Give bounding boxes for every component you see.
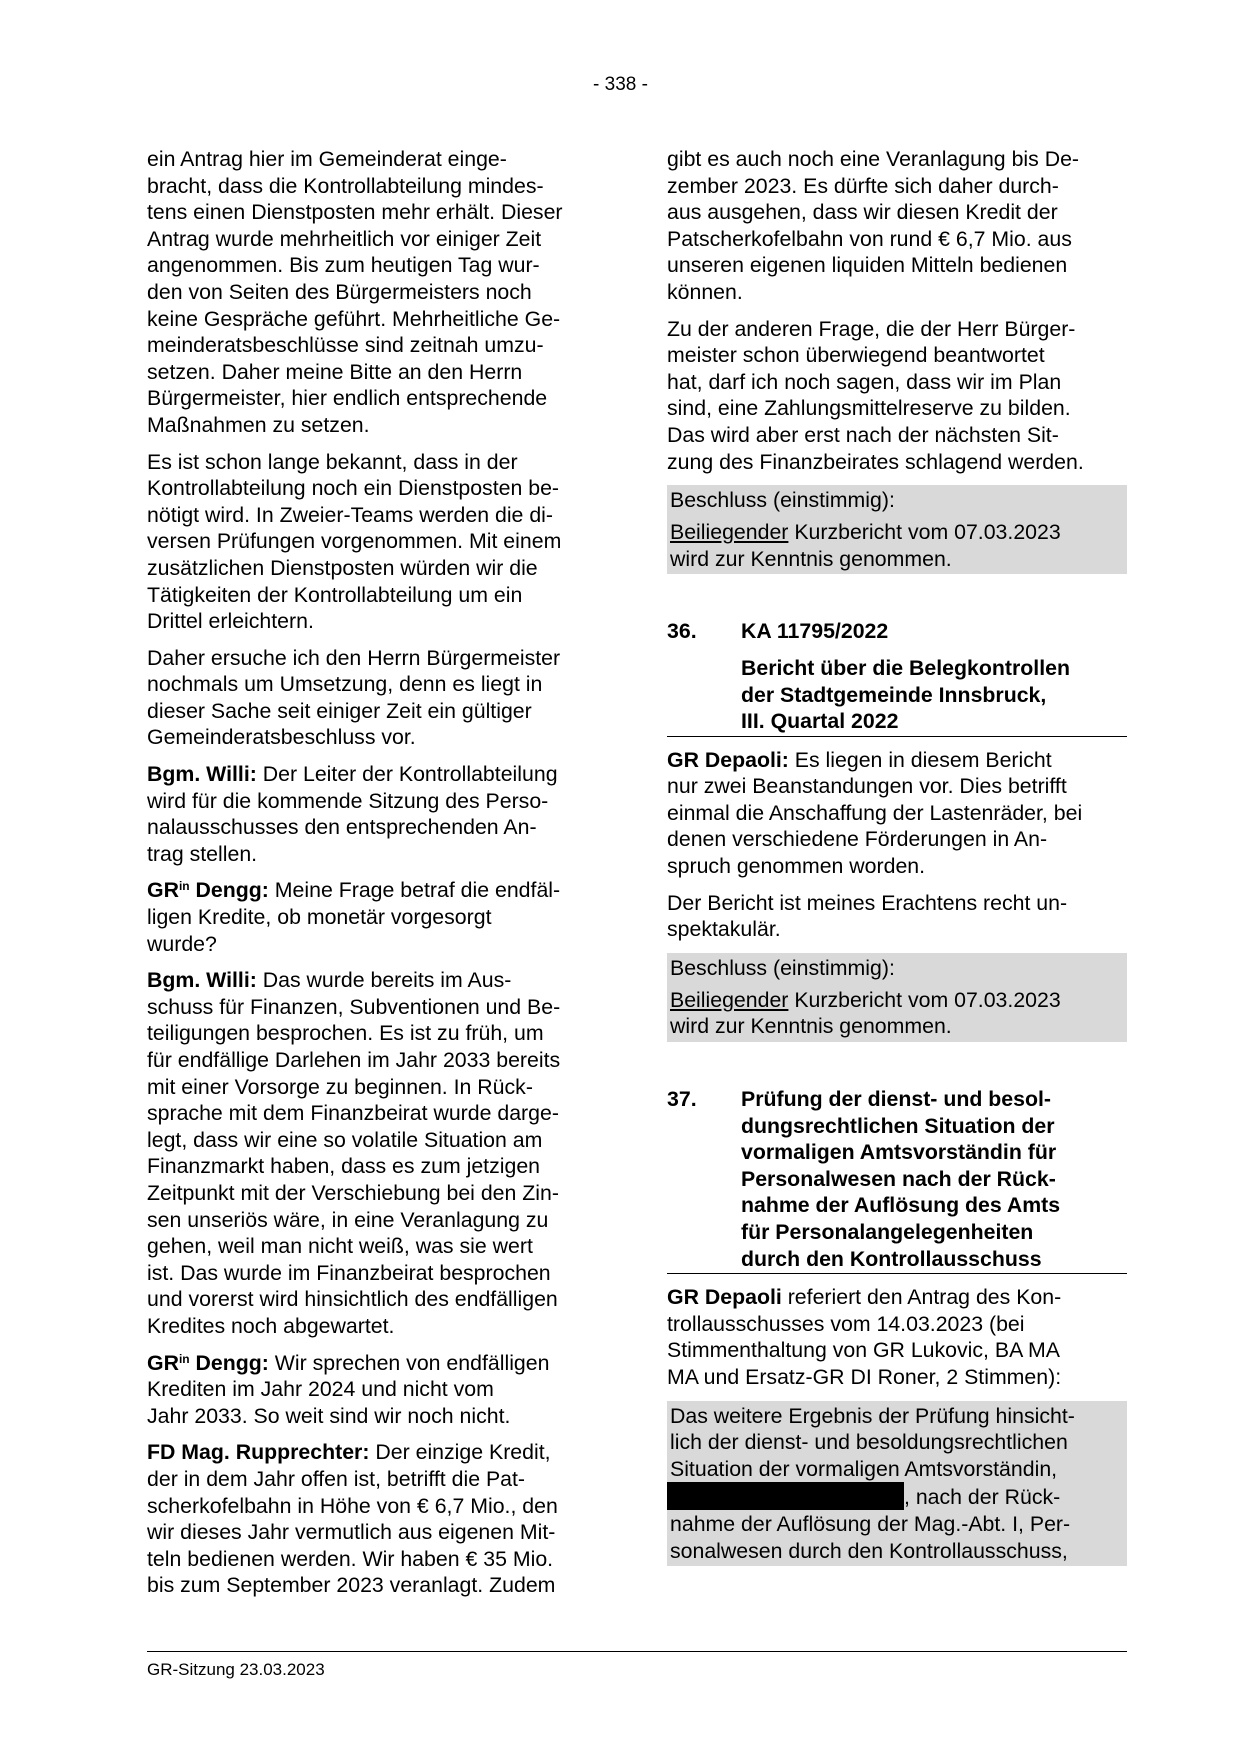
page-number: - 338 -	[593, 74, 648, 95]
text-line: versen Prüfungen vorgenommen. Mit einem	[147, 529, 562, 554]
text-line: spruch genommen worden.	[667, 854, 926, 879]
item-title	[667, 1086, 1127, 1274]
text-line: der in dem Jahr offen ist, betrifft die Pat-	[147, 1466, 526, 1491]
text-line: Patscherkofelbahn von rund € 6,7 Mio. aus	[667, 226, 1072, 251]
text-line: angenommen. Bis zum heutigen Tag wur-	[147, 253, 540, 278]
text-line: dungsrechtlichen Situation der	[741, 1113, 1055, 1138]
text-line: Krediten im Jahr 2024 und nicht vom	[147, 1377, 494, 1402]
text-line: nalausschusses den entsprechenden An-	[147, 815, 537, 840]
speaker-name: FD Mag. Rupprechter:	[147, 1440, 370, 1465]
text-line: Maßnahmen zu setzen.	[147, 412, 370, 437]
text-line: Situation der vormaligen Amtsvorständin,	[670, 1456, 1058, 1481]
paragraph	[147, 645, 602, 751]
text-line: nochmals um Umsetzung, denn es liegt in	[147, 672, 543, 697]
text-line: scherkofelbahn in Höhe von € 6,7 Mio., den	[147, 1493, 558, 1518]
text-line: Kredites noch abgewartet.	[147, 1313, 395, 1338]
text-line: zung des Finanzbeirates schlagend werden.	[667, 449, 1084, 474]
item-number: 36.	[667, 619, 697, 644]
text-line: gehen, weil man nicht weiß, was sie wert	[147, 1234, 533, 1259]
speech-fd-rupprechter: FD Mag. Rupprechter: Der einzige Kredit, der in dem Jahr offen ist, betrifft die Pat- scherkofelbahn in Höhe von € 6,7 Mio., den wir dieses Jahr vermutlich aus eigenen Mit- teln bedienen werden. Wir haben € 35 Mio. bis zum September 2023 veranlagt. Zudem	[147, 1439, 602, 1599]
text-line: ligen Kredite, ob monetär vorgesorgt	[147, 905, 492, 930]
resolution-text: Beiliegender Kurzbericht vom 07.03.2023 wird zur Kenntnis genommen.	[667, 985, 1127, 1042]
footer-rule	[147, 1651, 1127, 1652]
speech-bgm-willi: Bgm. Willi: Der Leiter der Kontrollabteilung wird für die kommende Sitzung des Perso- nalausschusses den entsprechenden An- trag stellen.	[147, 761, 602, 867]
text-line: tens einen Dienstposten mehr erhält. Dieser	[147, 200, 563, 225]
paragraph	[667, 146, 1127, 306]
speaker-name: GR Depaoli	[667, 1285, 782, 1310]
resolution-box	[667, 953, 1127, 1042]
text-line: MA und Ersatz-GR DI Roner, 2 Stimmen):	[667, 1364, 1062, 1389]
text-line: ist. Das wurde im Finanzbeirat besprochen	[147, 1260, 551, 1285]
text-line: legt, dass wir eine so volatile Situation am	[147, 1127, 543, 1152]
text-line: nur zwei Beanstandungen vor. Dies betrifft	[667, 774, 1067, 799]
text-line: aus ausgehen, dass wir diesen Kredit der	[667, 200, 1058, 225]
speech-gr-dengg: $GR^{in}$ Dengg: Meine Frage betraf die endfäl- ligen Kredite, ob monetär vorgesorgt wurde?	[147, 877, 602, 957]
resolution-box	[667, 485, 1127, 574]
text-line: ein Antrag hier im Gemeinderat einge-	[147, 147, 507, 171]
text-line: und vorerst wird hinsichtlich des endfälligen	[147, 1287, 558, 1312]
text-line: sprache mit dem Finanzbeirat wurde darge-	[147, 1101, 559, 1126]
text-line: Bürgermeister, hier endlich entsprechende	[147, 386, 548, 411]
speech-gr-depaoli: GR Depaoli: Es liegen in diesem Bericht nur zwei Beanstandungen vor. Dies betrifft einmal die Anschaffung der Lastenräder, bei denen verschiedene Förderungen in An- spruch genommen worden.	[667, 747, 1127, 880]
text-line: können.	[667, 279, 743, 304]
resolution-header: Beschluss (einstimmig):	[667, 485, 1127, 517]
text-line: Finanzmarkt haben, dass es zum jetzigen	[147, 1154, 541, 1179]
paragraph	[667, 316, 1127, 476]
redaction-bar	[667, 1482, 904, 1510]
text-line: nahme der Auflösung der Mag.-Abt. I, Per-	[670, 1511, 1071, 1536]
speaker-name: GR Depaoli:	[667, 747, 789, 772]
paragraph	[147, 146, 602, 439]
speaker-name: $GR^{in}$ Dengg:	[147, 878, 269, 903]
text-line: schuss für Finanzen, Subventionen und Be-	[147, 994, 561, 1019]
paragraph	[147, 449, 602, 635]
text-line: Jahr 2033. So weit sind wir noch nicht.	[147, 1403, 511, 1428]
text-line: Es ist schon lange bekannt, dass in der	[147, 449, 518, 474]
text-line: teiligungen besprochen. Es ist zu früh, um	[147, 1021, 544, 1046]
text-line: wurde?	[147, 931, 217, 956]
text-line: für Personalangelegenheiten	[741, 1220, 1034, 1244]
speech-bgm-willi: Bgm. Willi: Das wurde bereits im Aus- schuss für Finanzen, Subventionen und Be- teiligungen besprochen. Es ist zu früh, um für endfällige Darlehen im Jahr 2033 bereits mit einer Vorsorge zu beginnen. In Rück- sprache mit dem Finanzbeirat wurde darge- legt, dass wir eine so volatile Situation am Finanzmarkt haben, dass es zum jetzigen Zeitpunkt mit der Verschiebung bei den Zin- sen unseriös wäre, in eine Veranlagung zu gehen, weil man nicht weiß, was sie wert ist. Das wurde im Finanzbeirat besprochen und vorerst wird hinsichtlich des endfälligen Kredites noch abgewartet.	[147, 967, 602, 1339]
text-line: meister schon überwiegend beantwortet	[667, 343, 1045, 368]
speech-gr-depaoli: GR Depaoli referiert den Antrag des Kon- trollausschusses vom 14.03.2023 (bei Stimmenthaltung von GR Lukovic, BA MA MA und Ersatz-GR DI Roner, 2 Stimmen):	[667, 1284, 1127, 1390]
item-code: KA 11795/2022	[741, 619, 889, 644]
resolution-text: Beiliegender Kurzbericht vom 07.03.2023 wird zur Kenntnis genommen.	[667, 517, 1127, 574]
text-line: durch den Kontrollausschuss	[741, 1246, 1042, 1271]
motion-text-box: Das weitere Ergebnis der Prüfung hinsicht- lich der dienst- und besoldungsrechtlichen Situation der vormaligen Amtsvorständin, , nach der Rück- nahme der Auflösung der Mag.-Abt. I, Per- sonalwesen durch den Kontrollausschuss,	[667, 1401, 1127, 1567]
text-line: Das weitere Ergebnis der Prüfung hinsicht-	[670, 1403, 1075, 1428]
text-line: denen verschiedene Förderungen in An-	[667, 827, 1048, 852]
text-line: vormaligen Amtsvorständin für	[741, 1140, 1057, 1165]
item-title	[667, 655, 1127, 737]
text-line: nahme der Auflösung des Amts	[741, 1193, 1061, 1218]
speaker-name: Bgm. Willi:	[147, 968, 257, 993]
text-line: wird für die kommende Sitzung des Perso-	[147, 788, 549, 813]
text-line: zusätzlichen Dienstposten würden wir die	[147, 555, 538, 580]
text-line: teln bedienen werden. Wir haben € 35 Mio.	[147, 1546, 554, 1571]
text-line: meinderatsbeschlüsse sind zeitnah umzu-	[147, 333, 544, 358]
text-line: setzen. Daher meine Bitte an den Herrn	[147, 359, 523, 384]
text-line: Zeitpunkt mit der Verschiebung bei den Zin-	[147, 1180, 559, 1205]
text-line: einmal die Anschaffung der Lastenräder, bei	[667, 800, 1083, 825]
text-line: trollausschusses vom 14.03.2023 (bei	[667, 1311, 1025, 1336]
text-line: gibt es auch noch eine Veranlagung bis De-	[667, 147, 1080, 171]
speech-gr-dengg: $GR^{in}$ Dengg: Wir sprechen von endfälligen Krediten im Jahr 2024 und nicht vom Jahr 2033. So weit sind wir noch nicht.	[147, 1350, 602, 1430]
text-line: den von Seiten des Bürgermeisters noch	[147, 279, 532, 304]
item-number: 37.	[667, 1087, 697, 1112]
text-line: dieser Sache seit einiger Zeit ein gültiger	[147, 698, 532, 723]
text-line: Bericht über die Belegkontrollen	[741, 655, 1070, 680]
text-line: bracht, dass die Kontrollabteilung mindes-	[147, 173, 544, 198]
text-line: wir dieses Jahr vermutlich aus eigenen Mit-	[147, 1520, 556, 1545]
text-line: Kontrollabteilung noch ein Dienstposten be-	[147, 476, 560, 501]
text-line: sen unseriös wäre, in eine Veranlagung zu	[147, 1207, 549, 1232]
resolution-header: Beschluss (einstimmig):	[667, 953, 1127, 985]
text-line: für endfällige Darlehen im Jahr 2033 bereits	[147, 1048, 561, 1072]
paragraph	[667, 890, 1127, 943]
text-line: der Stadtgemeinde Innsbruck,	[741, 682, 1047, 707]
text-line: unseren eigenen liquiden Mitteln bedienen	[667, 253, 1068, 278]
agenda-item-36	[667, 618, 1127, 736]
text-line: Stimmenthaltung von GR Lukovic, BA MA	[667, 1338, 1060, 1363]
text-line: Prüfung der dienst- und besol-	[741, 1087, 1051, 1112]
text-line: mit einer Vorsorge zu beginnen. In Rück-	[147, 1074, 533, 1099]
text-line: bis zum September 2023 veranlagt. Zudem	[147, 1573, 556, 1598]
left-column	[147, 146, 602, 1609]
text-line: sind, eine Zahlungsmittelreserve zu bilden.	[667, 396, 1071, 421]
text-line: Tätigkeiten der Kontrollabteilung um ein	[147, 582, 523, 607]
text-line: Drittel erleichtern.	[147, 609, 314, 634]
text-line: Personalwesen nach der Rück-	[741, 1166, 1056, 1191]
text-line: keine Gespräche geführt. Mehrheitliche Ge-	[147, 306, 561, 331]
speaker-name: $GR^{in}$ Dengg:	[147, 1350, 269, 1375]
agenda-item-37	[667, 1086, 1127, 1274]
text-line: trag stellen.	[147, 841, 258, 866]
text-line: hat, darf ich noch sagen, dass wir im Plan	[667, 369, 1062, 394]
text-line: Antrag wurde mehrheitlich vor einiger Zeit	[147, 226, 542, 251]
text-line: spektakulär.	[667, 917, 781, 942]
right-column	[667, 146, 1127, 1566]
text-line: Gemeinderatsbeschluss vor.	[147, 725, 416, 750]
text-line: sonalwesen durch den Kontrollausschuss,	[670, 1538, 1068, 1563]
text-line: Das wird aber erst nach der nächsten Sit-	[667, 422, 1059, 447]
text-line: zember 2023. Es dürfte sich daher durch-	[667, 173, 1059, 198]
speaker-name: Bgm. Willi:	[147, 762, 257, 787]
text-line: nötigt wird. In Zweier-Teams werden die di-	[147, 502, 553, 527]
text-line: Daher ersuche ich den Herrn Bürgermeister	[147, 645, 561, 670]
text-line: Der Bericht ist meines Erachtens recht un-	[667, 890, 1068, 915]
footer-text: GR-Sitzung 23.03.2023	[147, 1660, 325, 1679]
text-line: lich der dienst- und besoldungsrechtlichen	[670, 1430, 1068, 1455]
text-line: Zu der anderen Frage, die der Herr Bürger-	[667, 316, 1076, 341]
text-line: III. Quartal 2022	[741, 709, 899, 734]
